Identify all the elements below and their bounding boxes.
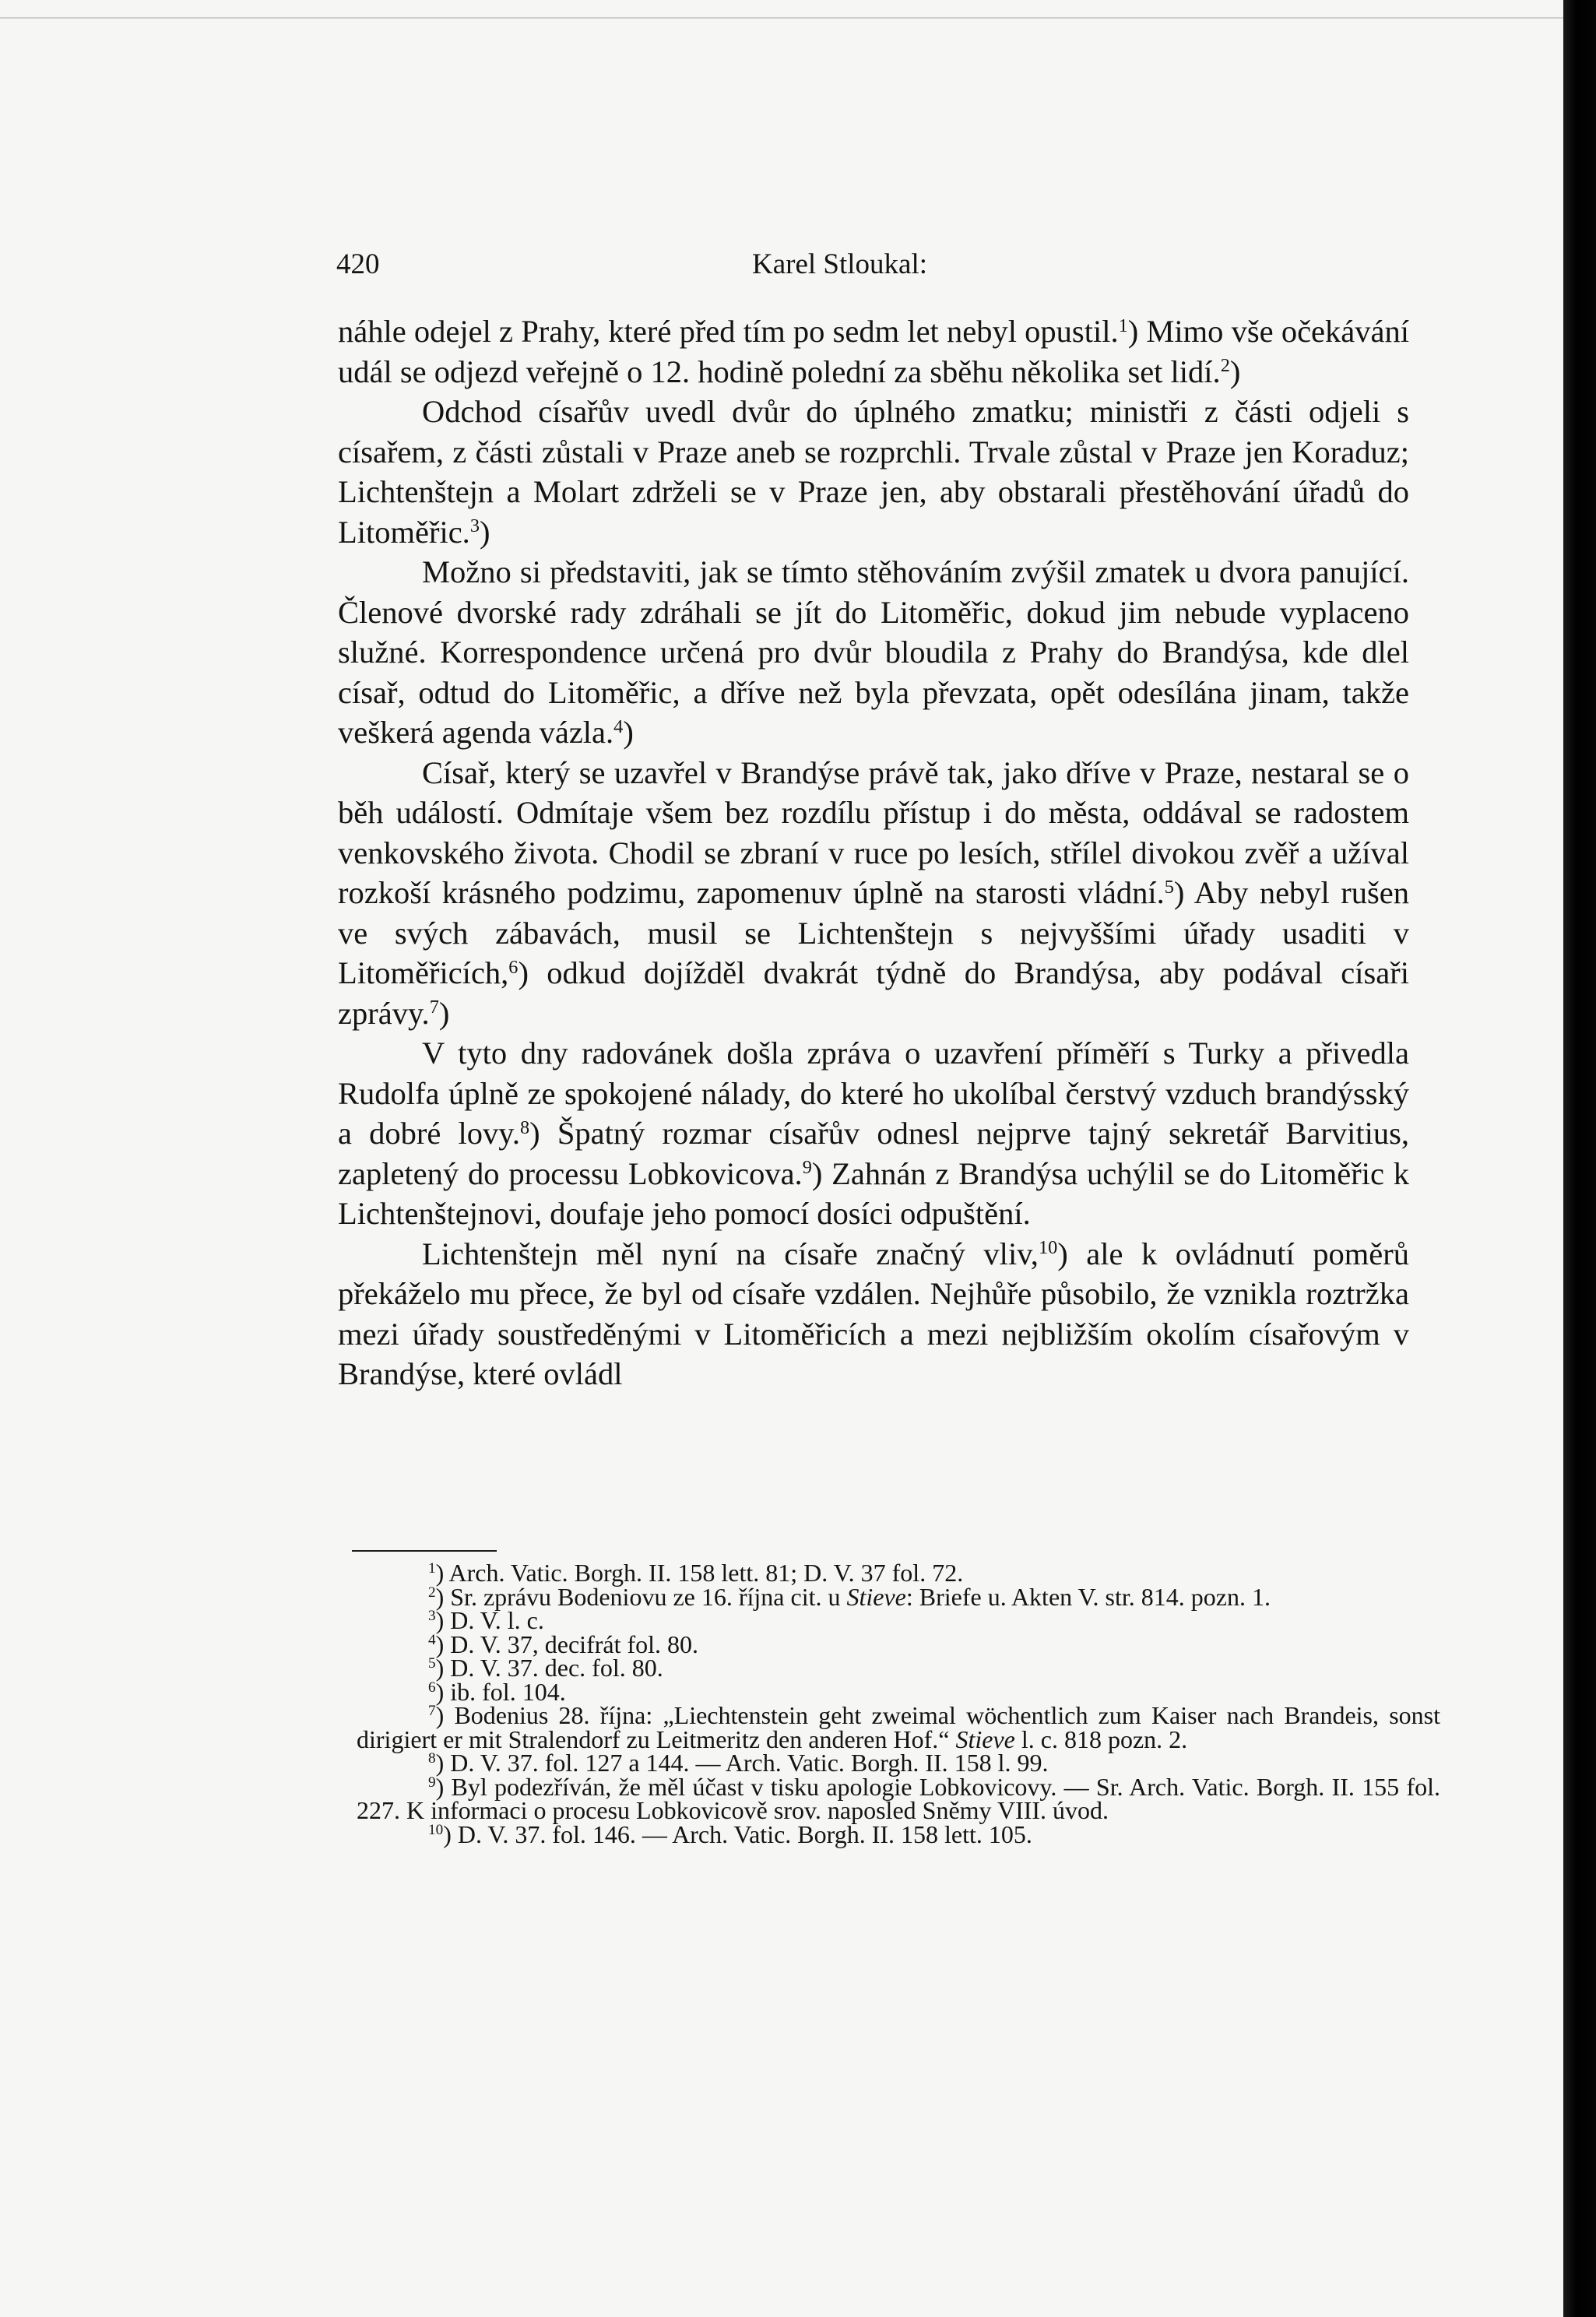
paragraph-1: náhle odejel z Prahy, které před tím po sedm let nebyl opustil.$^1$) Mimo vše očekávání udál se odjezd veřejně o 12. hodině polední za sběhu několika set lidí.$^2$) xyxy=(338,314,1409,389)
footnote-8: $^8$) D. V. 37. fol. 127 a 144. — Arch. Vatic. Borgh. II. 158 l. 99. xyxy=(428,1749,1049,1777)
scan-top-edge xyxy=(0,17,1563,19)
footnote-ref: 7 xyxy=(429,997,439,1018)
footnote-ref: 1 xyxy=(1118,315,1128,336)
footnote-ref: 2 xyxy=(1220,355,1230,377)
paragraph-6: Lichtenštejn měl nyní na císaře značný vliv,$^{10}$) ale k ovládnutí poměrů překáželo mu přece, že byl od císaře vzdálen. Nejhůře působilo, že vznikla roztržka mezi úřady soustředěnými v Litoměřicích a mezi nejbližším okolím císařovým v Brandýse, které ovládl xyxy=(338,1236,1409,1391)
footnote-10: $^{10}$) D. V. 37. fol. 146. — Arch. Vatic. Borgh. II. 158 lett. 105. xyxy=(428,1819,1032,1848)
footnote-9: $^9$) Byl podezříván, že měl účast v tisku apologie Lobkovicovy. — Sr. Arch. Vatic. Borgh. II. 155 fol. 227. K informaci o procesu Lobkovicově srov. naposled Sněmy VIII. úvod. xyxy=(357,1772,1440,1824)
paragraph-3: Možno si představiti, jak se tímto stěhováním zvýšil zmatek u dvora panující. Členové dvorské rady zdráhali se jít do Litoměřic, dokud jim nebude vyplaceno služné. Korrespondence určená pro dvůr bloudila z Prahy do Brandýsa, kde dlel císař, odtud do Litoměřic, a dříve než byla převzata, opět odesílána jinam, takže veškerá agenda vázla.$^4$) xyxy=(338,554,1409,750)
footnote-2: $^2$) Sr. zprávu Bodeniovu ze 16. října cit. u Stieve: Briefe u. Akten V. str. 814. pozn. 1. xyxy=(428,1582,1271,1611)
footnote-4: $^4$) D. V. 37, decifrát fol. 80. xyxy=(428,1630,699,1658)
page-number: 420 xyxy=(336,248,380,280)
footnote-divider xyxy=(352,1550,497,1552)
paragraph-5: V tyto dny radovánek došla zpráva o uzavření příměří s Turky a přivedla Rudolfa úplně ze spokojené nálady, do které ho ukolíbal čerstvý vzduch brandýsský a dobré lovy.$^8$) Špatný rozmar císařův odnesl nejprve tajný sekretář Barvitius, zapletený do processu Lobkovicova.$^9$) Zahnán z Brandýsa uchýlil se do Litoměřic k Lichtenštejnovi, doufaje jeho pomocí dosíci odpuštění. xyxy=(338,1035,1410,1231)
footnote-ref: 4 xyxy=(613,715,624,737)
footnote-6: $^6$) ib. fol. 104. xyxy=(428,1677,566,1706)
scan-dark-edge xyxy=(1563,0,1596,2317)
footnote-ref: 9 xyxy=(802,1157,812,1179)
footnote-ref: 5 xyxy=(1164,876,1174,898)
footnote-5: $^5$) D. V. 37. dec. fol. 80. xyxy=(428,1654,663,1682)
paragraph-4: Císař, který se uzavřel v Brandýse právě tak, jako dříve v Praze, nestaral se o běh událostí. Odmítaje všem bez rozdílu přístup i do města, oddával se radostem venkovského života. Chodil se zbraní v ruce po lesích, střílel divokou zvěř a užíval rozkoší krásného podzimu, zapomenuv úplně na starosti vládní.$^5$) Aby nebyl rušen ve svých zábavách, musil se Lichtenštejn s nejvyššími úřady usaditi v Litoměřicích,$^6$) odkud dojížděl dvakrát týdně do Brandýsa, aby podával císaři zprávy.$^7$) xyxy=(338,754,1409,1031)
footnotes xyxy=(357,1561,1440,1846)
footnote-7: $^7$) Bodenius 28. října: „Liechtenstein geht zweimal wöchentlich zum Kaiser nach Brandeis, sonst dirigiert er mit Stralendorf zu Leitmeritz den anderen Hof.“ Stieve l. c. 818 pozn. 2. xyxy=(357,1701,1440,1753)
paragraph-2: Odchod císařův uvedl dvůr do úplného zmatku; ministři z části odjeli s císařem, z části zůstali v Praze aneb se rozprchli. Trvale zůstal v Praze jen Koraduz; Lichtenštejn a Molart zdrželi se v Praze jen, aby obstarali přestěhování úřadů do Litoměřic.$^3$) xyxy=(338,394,1409,550)
footnote-ref: 6 xyxy=(508,956,519,978)
main-text xyxy=(338,311,1409,1394)
running-head: Karel Stloukal: xyxy=(752,248,928,280)
footnote-ref: 10 xyxy=(1038,1237,1058,1259)
footnote-3: $^3$) D. V. l. c. xyxy=(428,1606,544,1634)
page-header xyxy=(336,248,1426,294)
footnote-1: $^1$) Arch. Vatic. Borgh. II. 158 lett. 81; D. V. 37 fol. 72. xyxy=(428,1559,964,1587)
footnote-ref: 3 xyxy=(469,515,480,537)
footnote-ref: 8 xyxy=(520,1116,530,1138)
